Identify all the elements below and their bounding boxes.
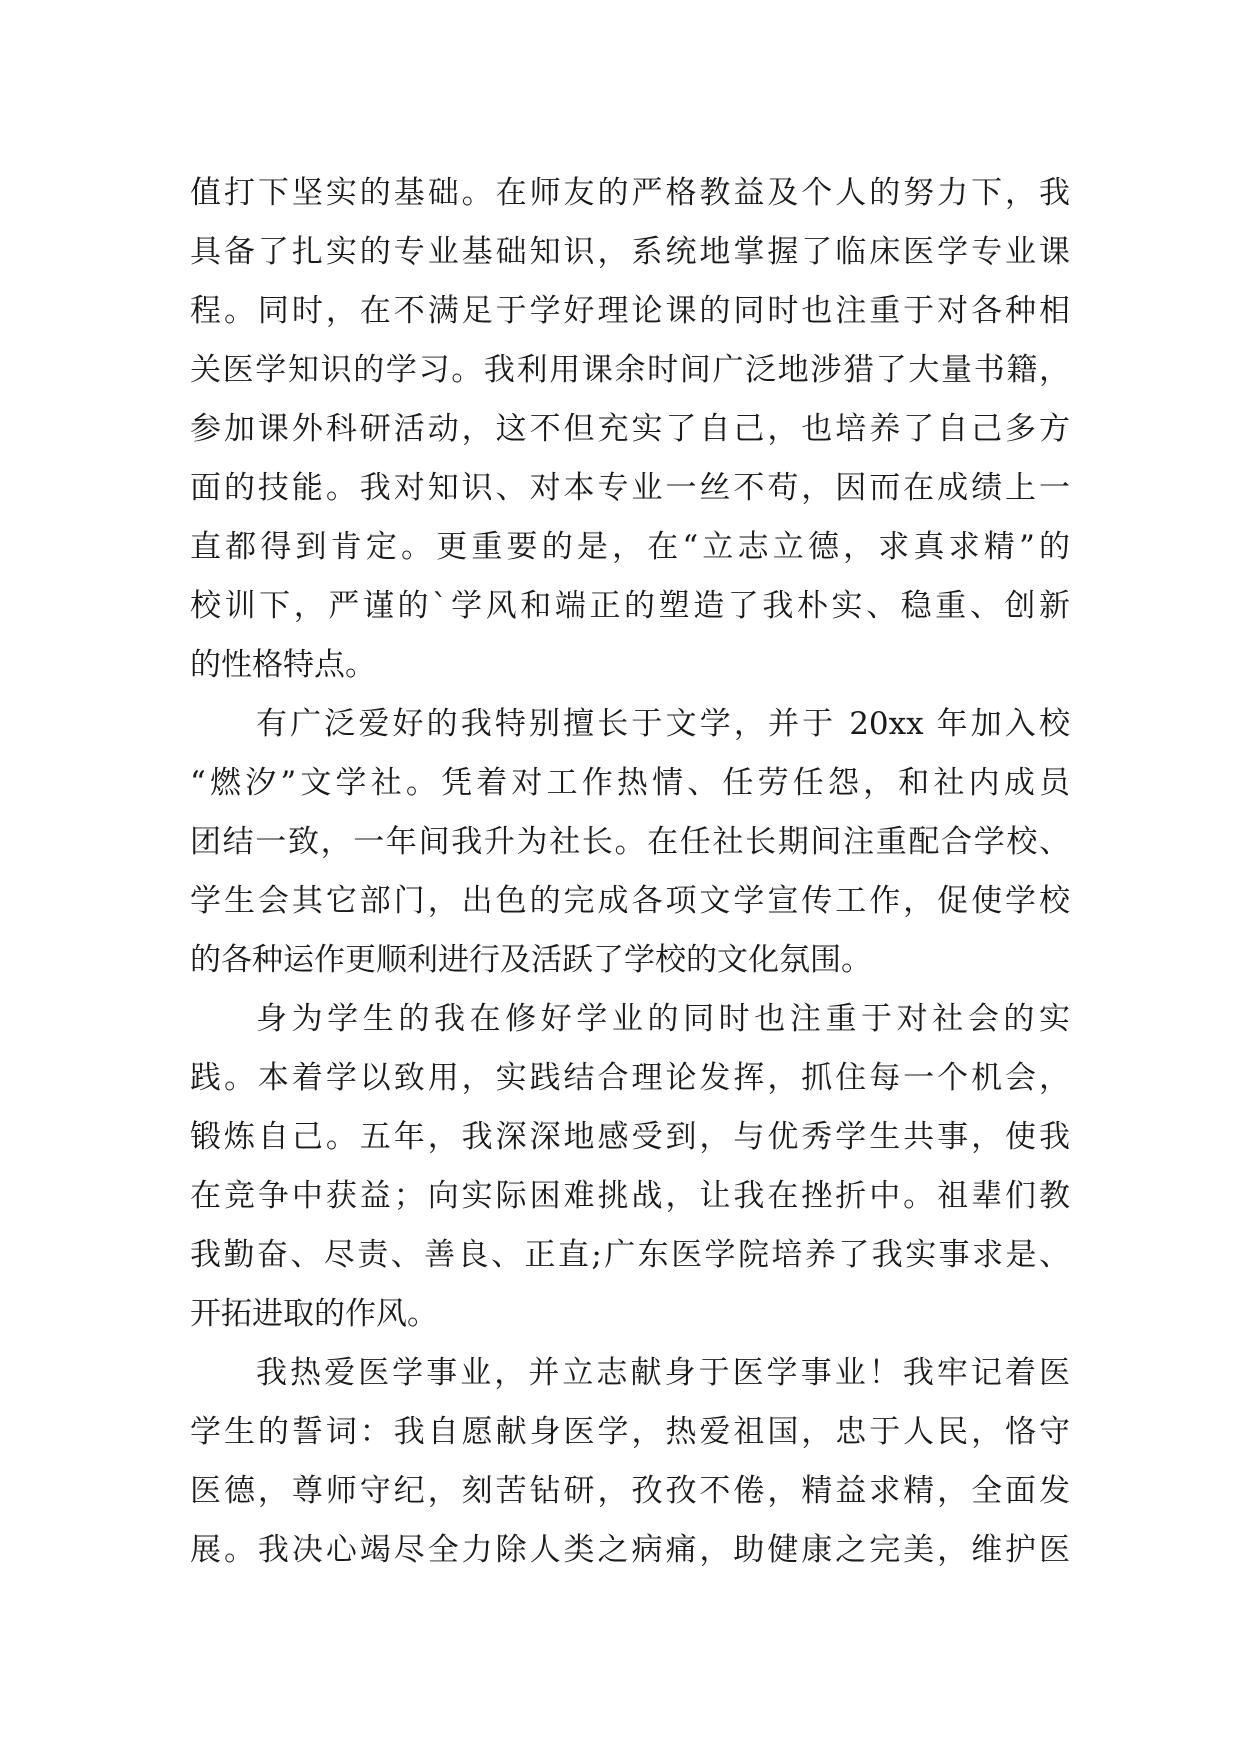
text-line: 在竞争中获益；向实际困难挑战，让我在挫折中。祖辈们教 [190, 1178, 1070, 1214]
text-line: 践。本着学以致用，实践结合理论发挥，抓住每一个机会， [190, 1060, 1070, 1096]
text-line: “燃汐”文学社。凭着对工作热情、任劳任怨，和社内成员 [190, 765, 1070, 801]
text-line: 具备了扎实的专业基础知识，系统地掌握了临床医学专业课 [190, 234, 1070, 270]
text-line: 值打下坚实的基础。在师友的严格教益及个人的努力下，我 [190, 175, 1070, 211]
text-line: 直都得到肯定。更重要的是，在“立志立德，求真求精”的 [190, 529, 1070, 565]
text-line: 团结一致，一年间我升为社长。在任社长期间注重配合学校、 [190, 824, 1070, 860]
text-line: 展。我决心竭尽全力除人类之病痛，助健康之完美，维护医 [190, 1532, 1070, 1568]
text-line: 的性格特点。 [190, 647, 376, 683]
paragraph-4 [190, 1344, 1070, 1580]
text-line: 有广泛爱好的我特别擅长于文学，并于 20xx 年加入校 [256, 706, 1070, 742]
text-line: 我热爱医学事业，并立志献身于医学事业！我牢记着医 [256, 1355, 1070, 1391]
text-line: 身为学生的我在修好学业的同时也注重于对社会的实 [256, 1001, 1070, 1037]
paragraph-1 [190, 164, 1070, 695]
text-line: 开拓进取的作风。 [190, 1296, 438, 1332]
text-line: 锻炼自己。五年，我深深地感受到，与优秀学生共事，使我 [190, 1119, 1070, 1155]
text-line: 的各种运作更顺利进行及活跃了学校的文化氛围。 [190, 942, 872, 978]
text-line: 关医学知识的学习。我利用课余时间广泛地涉猎了大量书籍， [190, 352, 1070, 388]
body-text [190, 164, 1070, 1580]
text-line: 我勤奋、尽责、善良、正直;广东医学院培养了我实事求是、 [190, 1237, 1070, 1273]
text-line: 医德，尊师守纪，刻苦钻研，孜孜不倦，精益求精，全面发 [190, 1473, 1070, 1509]
paragraph-3 [190, 990, 1070, 1344]
text-line: 学生的誓词：我自愿献身医学，热爱祖国，忠于人民，恪守 [190, 1414, 1070, 1450]
text-line: 参加课外科研活动，这不但充实了自己，也培养了自己多方 [190, 411, 1070, 447]
text-line: 学生会其它部门，出色的完成各项文学宣传工作，促使学校 [190, 883, 1070, 919]
text-line: 程。同时，在不满足于学好理论课的同时也注重于对各种相 [190, 293, 1070, 329]
paragraph-2 [190, 695, 1070, 990]
text-line: 面的技能。我对知识、对本专业一丝不苟，因而在成绩上一 [190, 470, 1070, 506]
text-line: 校训下，严谨的`学风和端正的塑造了我朴实、稳重、创新 [190, 588, 1070, 624]
